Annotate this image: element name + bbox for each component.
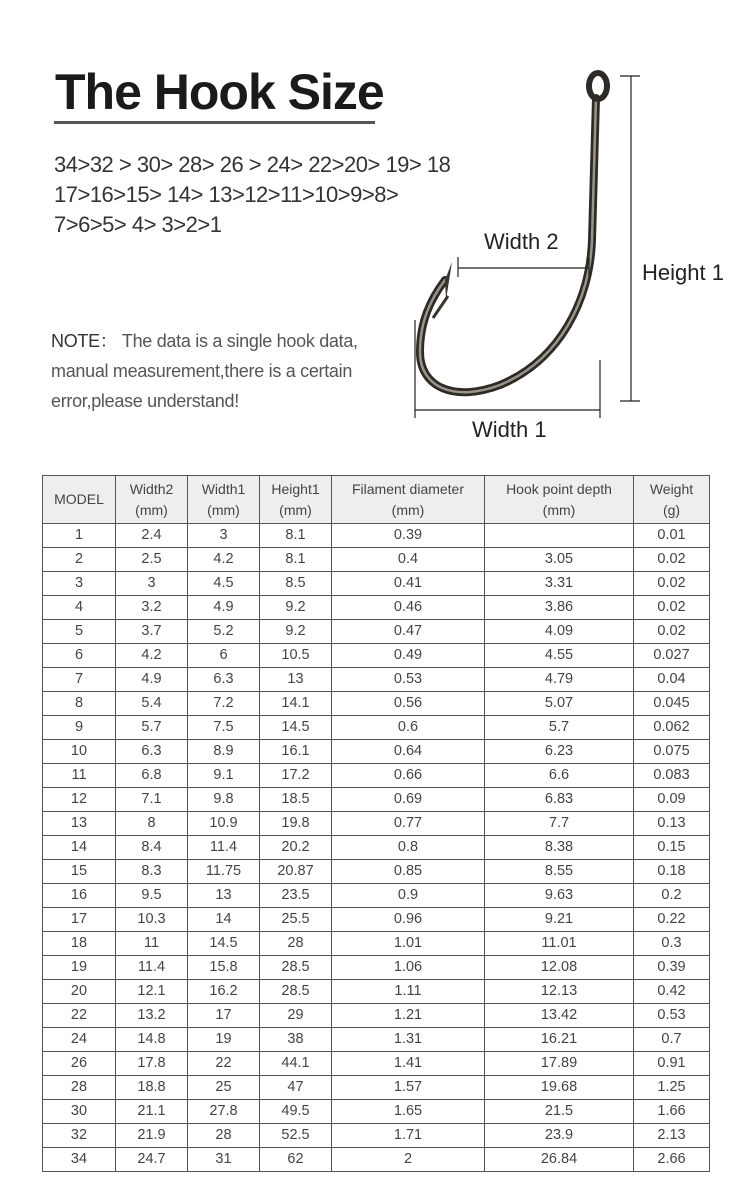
table-cell: 16.21 xyxy=(485,1028,634,1052)
table-cell: 44.1 xyxy=(260,1052,332,1076)
table-cell: 6.3 xyxy=(116,740,188,764)
table-cell: 5 xyxy=(43,620,116,644)
width1-label: Width 1 xyxy=(472,417,547,442)
table-cell: 11.4 xyxy=(188,836,260,860)
table-cell: 6 xyxy=(188,644,260,668)
table-cell: 0.77 xyxy=(332,812,485,836)
table-cell: 8.38 xyxy=(485,836,634,860)
table-cell: 11.75 xyxy=(188,860,260,884)
table-cell: 2.66 xyxy=(634,1148,710,1172)
table-cell: 10 xyxy=(43,740,116,764)
column-header-label: Width2 xyxy=(129,480,174,497)
table-cell: 0.02 xyxy=(634,620,710,644)
table-cell: 2.4 xyxy=(116,524,188,548)
table-cell: 0.062 xyxy=(634,716,710,740)
table-cell: 13 xyxy=(188,884,260,908)
column-header-label: Hook point depth xyxy=(506,480,612,497)
table-cell: 7.7 xyxy=(485,812,634,836)
table-row xyxy=(43,764,710,788)
note-label: NOTE： xyxy=(51,331,118,351)
table-row xyxy=(43,596,710,620)
table-cell: 17.8 xyxy=(116,1052,188,1076)
table-cell: 28 xyxy=(260,932,332,956)
table-cell: 25.5 xyxy=(260,908,332,932)
table-cell: 19.8 xyxy=(260,812,332,836)
table-cell: 21.9 xyxy=(116,1124,188,1148)
table-cell: 15.8 xyxy=(188,956,260,980)
table-cell: 0.18 xyxy=(634,860,710,884)
table-cell: 12.08 xyxy=(485,956,634,980)
table-cell: 6.83 xyxy=(485,788,634,812)
table-cell: 17.89 xyxy=(485,1052,634,1076)
table-cell: 10.3 xyxy=(116,908,188,932)
table-cell: 0.64 xyxy=(332,740,485,764)
table-row xyxy=(43,716,710,740)
table-row xyxy=(43,1052,710,1076)
table-cell: 5.7 xyxy=(116,716,188,740)
table-cell: 12.1 xyxy=(116,980,188,1004)
table-cell: 28.5 xyxy=(260,956,332,980)
table-cell: 2.13 xyxy=(634,1124,710,1148)
size-sequence-line: 7>6>5> 4> 3>2>1 xyxy=(54,212,222,237)
table-cell: 1.06 xyxy=(332,956,485,980)
table-cell: 10.5 xyxy=(260,644,332,668)
table-cell: 9.5 xyxy=(116,884,188,908)
table-row xyxy=(43,620,710,644)
height1-label: Height 1 xyxy=(642,260,724,285)
table-cell: 0.56 xyxy=(332,692,485,716)
table-cell: 3 xyxy=(43,572,116,596)
table-cell: 0.47 xyxy=(332,620,485,644)
table-cell: 7.2 xyxy=(188,692,260,716)
table-cell: 0.8 xyxy=(332,836,485,860)
column-header xyxy=(43,476,116,524)
table-cell: 1.57 xyxy=(332,1076,485,1100)
table-cell: 7.5 xyxy=(188,716,260,740)
table-cell: 17 xyxy=(43,908,116,932)
table-row xyxy=(43,932,710,956)
table-cell: 4.79 xyxy=(485,668,634,692)
note xyxy=(51,326,391,416)
table-cell: 7 xyxy=(43,668,116,692)
table-cell: 4.2 xyxy=(188,548,260,572)
table-cell: 9.8 xyxy=(188,788,260,812)
size-sequence-line: 34>32 > 30> 28> 26 > 24> 22>20> 19> 18 xyxy=(54,152,451,177)
table-cell: 0.02 xyxy=(634,548,710,572)
table-row xyxy=(43,644,710,668)
table-cell: 0.01 xyxy=(634,524,710,548)
column-header-label: MODEL xyxy=(54,491,104,507)
table-cell: 0.42 xyxy=(634,980,710,1004)
table-cell: 12 xyxy=(43,788,116,812)
table-cell: 0.13 xyxy=(634,812,710,836)
table-cell: 17 xyxy=(188,1004,260,1028)
table-cell: 14 xyxy=(43,836,116,860)
table-cell: 0.4 xyxy=(332,548,485,572)
table-cell: 18.5 xyxy=(260,788,332,812)
table-cell: 11.01 xyxy=(485,932,634,956)
table-cell: 13.42 xyxy=(485,1004,634,1028)
table-cell: 6 xyxy=(43,644,116,668)
table-cell: 28 xyxy=(43,1076,116,1100)
table-cell: 14.1 xyxy=(260,692,332,716)
table-cell: 17.2 xyxy=(260,764,332,788)
table-cell: 15 xyxy=(43,860,116,884)
table-cell: 8.9 xyxy=(188,740,260,764)
table-cell: 19 xyxy=(188,1028,260,1052)
table-cell: 1.21 xyxy=(332,1004,485,1028)
table-cell: 5.2 xyxy=(188,620,260,644)
table-cell: 8 xyxy=(116,812,188,836)
column-header-unit: (mm) xyxy=(279,501,312,518)
table-cell: 27.8 xyxy=(188,1100,260,1124)
table-row xyxy=(43,836,710,860)
table-cell: 1.11 xyxy=(332,980,485,1004)
table-cell: 9 xyxy=(43,716,116,740)
table-cell: 8.3 xyxy=(116,860,188,884)
table-cell: 20 xyxy=(43,980,116,1004)
column-header-label: Height1 xyxy=(271,480,320,497)
table-cell: 26.84 xyxy=(485,1148,634,1172)
table-cell: 1.01 xyxy=(332,932,485,956)
column-header-unit: (mm) xyxy=(135,501,168,518)
column-header xyxy=(634,476,710,524)
table-cell: 0.9 xyxy=(332,884,485,908)
table-cell: 0.04 xyxy=(634,668,710,692)
table-cell: 28.5 xyxy=(260,980,332,1004)
table-cell: 13 xyxy=(43,812,116,836)
table-cell: 3.86 xyxy=(485,596,634,620)
table-cell: 0.69 xyxy=(332,788,485,812)
table-cell: 19.68 xyxy=(485,1076,634,1100)
table-cell: 0.15 xyxy=(634,836,710,860)
table-cell: 7.1 xyxy=(116,788,188,812)
note-text-line: error,please understand! xyxy=(51,391,239,411)
table-cell: 8.55 xyxy=(485,860,634,884)
column-header xyxy=(332,476,485,524)
table-row xyxy=(43,980,710,1004)
table-cell: 28 xyxy=(188,1124,260,1148)
table-row xyxy=(43,548,710,572)
column-header xyxy=(260,476,332,524)
column-header-unit: (mm) xyxy=(542,501,576,518)
table-cell: 1.66 xyxy=(634,1100,710,1124)
column-header-unit: (mm) xyxy=(207,501,240,518)
height-dimension-line xyxy=(620,76,640,401)
table-cell: 1.71 xyxy=(332,1124,485,1148)
table-cell: 5.4 xyxy=(116,692,188,716)
table-cell: 11 xyxy=(116,932,188,956)
table-cell: 9.21 xyxy=(485,908,634,932)
hook-size-table xyxy=(42,475,710,1172)
table-cell: 0.02 xyxy=(634,596,710,620)
table-cell: 2.5 xyxy=(116,548,188,572)
table-cell: 38 xyxy=(260,1028,332,1052)
table-cell: 34 xyxy=(43,1148,116,1172)
table-cell: 4.2 xyxy=(116,644,188,668)
page-title: The Hook Size xyxy=(55,64,384,120)
table-cell: 1 xyxy=(43,524,116,548)
note-text-line: manual measurement,there is a certain xyxy=(51,361,353,381)
table-cell: 13.2 xyxy=(116,1004,188,1028)
column-header-label: Weight xyxy=(649,480,694,497)
table-cell: 20.87 xyxy=(260,860,332,884)
table-cell: 8.4 xyxy=(116,836,188,860)
table-cell: 23.9 xyxy=(485,1124,634,1148)
table-cell: 6.6 xyxy=(485,764,634,788)
table-cell: 8.5 xyxy=(260,572,332,596)
table-cell: 29 xyxy=(260,1004,332,1028)
table-cell: 0.22 xyxy=(634,908,710,932)
table-cell: 4.09 xyxy=(485,620,634,644)
table-cell: 9.2 xyxy=(260,596,332,620)
hook-diagram xyxy=(400,60,750,450)
table-cell: 47 xyxy=(260,1076,332,1100)
table-cell: 0.09 xyxy=(634,788,710,812)
table-cell: 0.66 xyxy=(332,764,485,788)
table-cell: 9.63 xyxy=(485,884,634,908)
table-header-row xyxy=(43,476,710,524)
table-cell: 4.9 xyxy=(116,668,188,692)
table-cell: 3 xyxy=(116,572,188,596)
table-cell: 1.65 xyxy=(332,1100,485,1124)
table-cell: 21.1 xyxy=(116,1100,188,1124)
table-row xyxy=(43,1100,710,1124)
table-cell: 18 xyxy=(43,932,116,956)
table-cell: 31 xyxy=(188,1148,260,1172)
table-cell: 4.55 xyxy=(485,644,634,668)
table-row xyxy=(43,668,710,692)
table-cell: 14 xyxy=(188,908,260,932)
table-cell: 6.3 xyxy=(188,668,260,692)
table-cell: 1.31 xyxy=(332,1028,485,1052)
column-header-unit: (g) xyxy=(662,501,681,518)
table-cell: 3.7 xyxy=(116,620,188,644)
table-row xyxy=(43,1148,710,1172)
table-cell: 22 xyxy=(188,1052,260,1076)
table-row xyxy=(43,812,710,836)
table-cell: 0.41 xyxy=(332,572,485,596)
table-row xyxy=(43,1124,710,1148)
table-cell: 0.083 xyxy=(634,764,710,788)
table-cell: 11.4 xyxy=(116,956,188,980)
column-header-unit: (mm) xyxy=(391,501,425,518)
width2-dimension-line xyxy=(458,257,589,277)
column-header-label: Filament diameter xyxy=(351,480,465,497)
table-cell: 0.045 xyxy=(634,692,710,716)
table-cell: 13 xyxy=(260,668,332,692)
width2-label: Width 2 xyxy=(484,229,559,254)
table-cell: 0.2 xyxy=(634,884,710,908)
table-cell: 0.46 xyxy=(332,596,485,620)
table-cell: 0.53 xyxy=(634,1004,710,1028)
table-cell: 0.7 xyxy=(634,1028,710,1052)
width1-dimension-line xyxy=(415,320,600,418)
table-row xyxy=(43,788,710,812)
table-cell: 16.1 xyxy=(260,740,332,764)
table-cell: 11 xyxy=(43,764,116,788)
table-cell: 0.075 xyxy=(634,740,710,764)
table-cell: 21.5 xyxy=(485,1100,634,1124)
table-cell: 23.5 xyxy=(260,884,332,908)
table-cell: 49.5 xyxy=(260,1100,332,1124)
table-cell: 9.1 xyxy=(188,764,260,788)
table-cell: 3.2 xyxy=(116,596,188,620)
table-cell: 4.9 xyxy=(188,596,260,620)
table-cell: 0.49 xyxy=(332,644,485,668)
table-cell: 52.5 xyxy=(260,1124,332,1148)
title-underline xyxy=(54,121,375,124)
table-cell: 18.8 xyxy=(116,1076,188,1100)
table-cell: 3.31 xyxy=(485,572,634,596)
table-cell: 4 xyxy=(43,596,116,620)
table-row xyxy=(43,1004,710,1028)
table-cell: 1.41 xyxy=(332,1052,485,1076)
table-cell: 6.23 xyxy=(485,740,634,764)
table-cell: 0.91 xyxy=(634,1052,710,1076)
column-header xyxy=(188,476,260,524)
table-cell: 10.9 xyxy=(188,812,260,836)
table-cell: 14.8 xyxy=(116,1028,188,1052)
table-cell: 8 xyxy=(43,692,116,716)
table-cell: 24.7 xyxy=(116,1148,188,1172)
table-cell: 0.39 xyxy=(332,524,485,548)
table-cell: 8.1 xyxy=(260,524,332,548)
size-sequence-line: 17>16>15> 14> 13>12>11>10>9>8> xyxy=(54,182,399,207)
table-cell: 4.5 xyxy=(188,572,260,596)
table-cell xyxy=(485,524,634,548)
table-cell: 1.25 xyxy=(634,1076,710,1100)
note-text-line: The data is a single hook data, xyxy=(117,331,358,351)
table-body xyxy=(43,524,710,1172)
table-cell: 12.13 xyxy=(485,980,634,1004)
table-cell: 5.07 xyxy=(485,692,634,716)
table-cell: 20.2 xyxy=(260,836,332,860)
table-cell: 0.85 xyxy=(332,860,485,884)
table-cell: 6.8 xyxy=(116,764,188,788)
column-header xyxy=(116,476,188,524)
table-cell: 62 xyxy=(260,1148,332,1172)
table-cell: 0.39 xyxy=(634,956,710,980)
table-cell: 16.2 xyxy=(188,980,260,1004)
table-row xyxy=(43,956,710,980)
table-cell: 0.027 xyxy=(634,644,710,668)
table-cell: 0.53 xyxy=(332,668,485,692)
table-row xyxy=(43,860,710,884)
table-row xyxy=(43,692,710,716)
table-cell: 3 xyxy=(188,524,260,548)
table-row xyxy=(43,572,710,596)
table-cell: 0.96 xyxy=(332,908,485,932)
table-cell: 22 xyxy=(43,1004,116,1028)
table-cell: 24 xyxy=(43,1028,116,1052)
table-cell: 9.2 xyxy=(260,620,332,644)
table-row xyxy=(43,524,710,548)
table-cell: 19 xyxy=(43,956,116,980)
table-cell: 26 xyxy=(43,1052,116,1076)
table-cell: 14.5 xyxy=(260,716,332,740)
table-cell: 32 xyxy=(43,1124,116,1148)
table-cell: 5.7 xyxy=(485,716,634,740)
table-cell: 25 xyxy=(188,1076,260,1100)
table-cell: 3.05 xyxy=(485,548,634,572)
table-cell: 0.02 xyxy=(634,572,710,596)
table-cell: 0.6 xyxy=(332,716,485,740)
column-header-label: Width1 xyxy=(201,480,246,497)
table-cell: 0.3 xyxy=(634,932,710,956)
table-row xyxy=(43,740,710,764)
table-cell: 16 xyxy=(43,884,116,908)
table-row xyxy=(43,1076,710,1100)
table-cell: 30 xyxy=(43,1100,116,1124)
table-cell: 14.5 xyxy=(188,932,260,956)
column-header xyxy=(485,476,634,524)
table-row xyxy=(43,908,710,932)
table-cell: 2 xyxy=(43,548,116,572)
table-cell: 2 xyxy=(332,1148,485,1172)
table-cell: 8.1 xyxy=(260,548,332,572)
table-row xyxy=(43,884,710,908)
table-row xyxy=(43,1028,710,1052)
